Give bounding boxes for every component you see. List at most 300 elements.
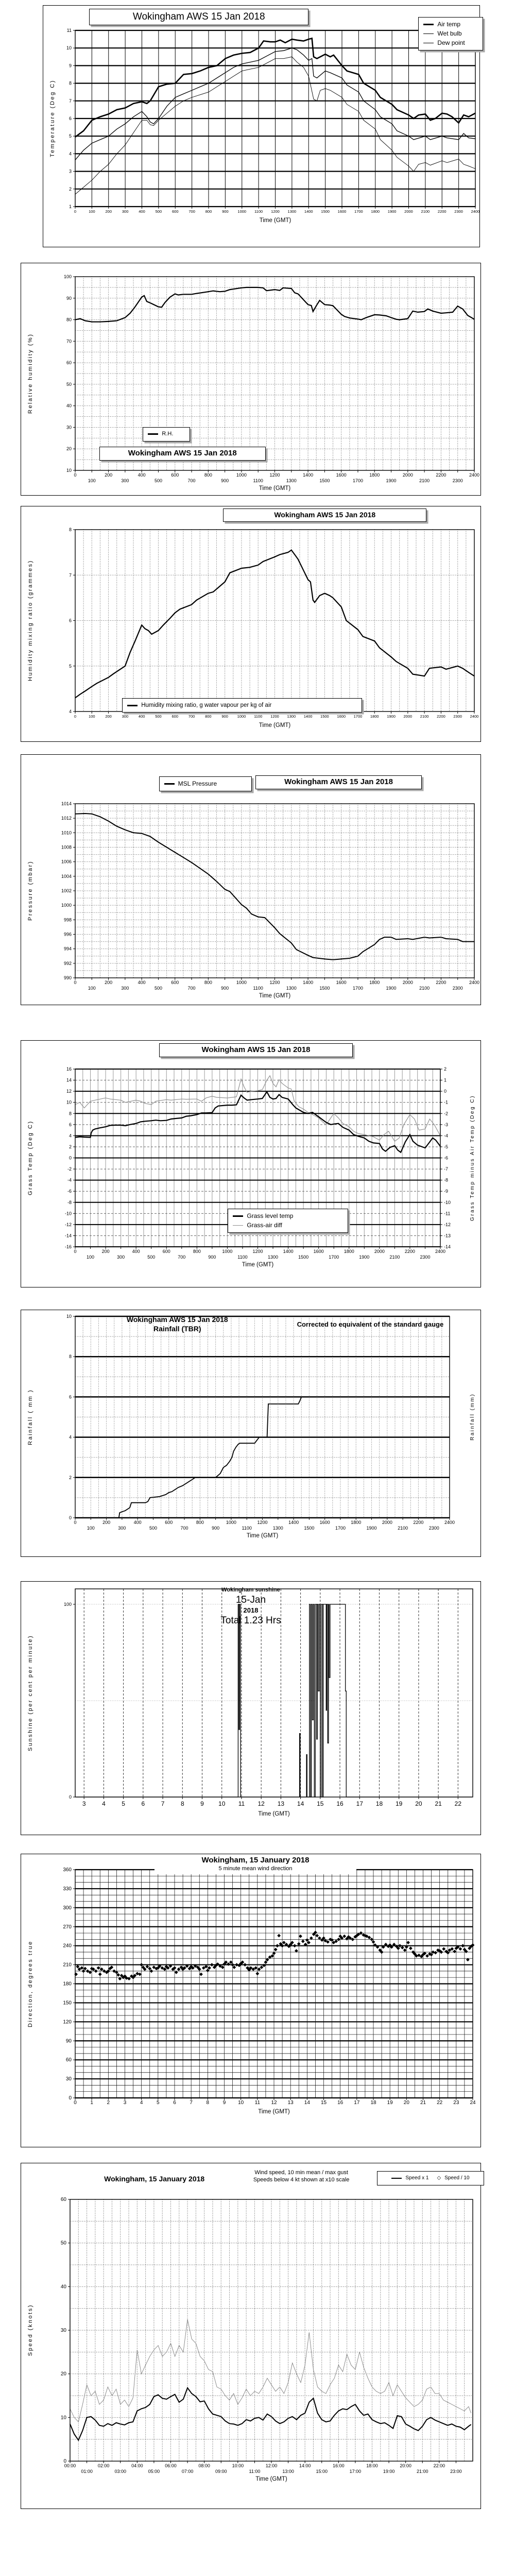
chart-air-temperature xyxy=(43,5,480,247)
svg-text:60: 60 xyxy=(66,360,72,366)
svg-text:1600: 1600 xyxy=(313,1249,324,1254)
svg-text:-6: -6 xyxy=(444,1155,449,1161)
svg-text:7: 7 xyxy=(68,98,72,104)
svg-text:3: 3 xyxy=(68,168,72,174)
text-line: Wokingham AWS 15 Jan 2018 xyxy=(128,449,237,457)
svg-text:120: 120 xyxy=(63,2019,72,2025)
svg-text:1500: 1500 xyxy=(319,478,330,483)
svg-text:10: 10 xyxy=(238,2100,244,2106)
svg-text:1400: 1400 xyxy=(304,209,313,214)
svg-text:1600: 1600 xyxy=(337,209,347,214)
msl-pressure-chart-title xyxy=(255,775,422,789)
svg-text:22: 22 xyxy=(454,1800,462,1807)
svg-text:-12: -12 xyxy=(444,1222,451,1227)
legend-item xyxy=(164,780,247,788)
wind-direction-y-axis-label: Direction, degrees true xyxy=(27,1940,33,2027)
svg-text:1600: 1600 xyxy=(336,980,347,985)
svg-text:-7: -7 xyxy=(444,1166,449,1172)
diamond-icon: ◇ xyxy=(437,2175,441,2181)
svg-text:100: 100 xyxy=(88,478,96,483)
svg-text:-14: -14 xyxy=(444,1244,451,1249)
svg-text:600: 600 xyxy=(171,714,179,719)
svg-text:7: 7 xyxy=(68,572,72,578)
svg-text:900: 900 xyxy=(221,986,229,991)
svg-text:1100: 1100 xyxy=(237,1255,248,1260)
svg-text:1200: 1200 xyxy=(270,714,279,719)
svg-text:998: 998 xyxy=(63,917,72,923)
svg-text:2100: 2100 xyxy=(398,1526,408,1531)
svg-text:1300: 1300 xyxy=(286,986,297,991)
svg-text:2100: 2100 xyxy=(420,714,429,719)
legend-label: Air temp xyxy=(437,21,461,28)
svg-text:200: 200 xyxy=(105,714,112,719)
svg-text:1500: 1500 xyxy=(304,1526,315,1531)
svg-text:1800: 1800 xyxy=(371,209,380,214)
svg-text:1300: 1300 xyxy=(287,714,296,719)
svg-text:0: 0 xyxy=(74,472,77,478)
svg-text:Time (GMT): Time (GMT) xyxy=(258,1811,290,1817)
svg-text:700: 700 xyxy=(178,1255,186,1260)
svg-text:Time (GMT): Time (GMT) xyxy=(242,1262,274,1268)
svg-text:800: 800 xyxy=(196,1520,204,1525)
legend-item xyxy=(148,431,184,438)
svg-text:1700: 1700 xyxy=(352,478,363,483)
svg-text:300: 300 xyxy=(122,209,129,214)
svg-text:6: 6 xyxy=(68,618,72,623)
svg-text:-2: -2 xyxy=(67,1166,72,1172)
svg-text:996: 996 xyxy=(63,931,72,937)
svg-text:40: 40 xyxy=(66,403,72,409)
svg-text:1600: 1600 xyxy=(319,1520,330,1525)
svg-text:1900: 1900 xyxy=(386,986,397,991)
svg-text:2200: 2200 xyxy=(436,980,447,985)
svg-text:-5: -5 xyxy=(444,1144,449,1149)
wind-speed-plot xyxy=(21,2163,480,2509)
svg-text:1200: 1200 xyxy=(269,472,280,478)
svg-text:15: 15 xyxy=(317,1800,324,1807)
svg-text:1200: 1200 xyxy=(269,980,280,985)
text-line: Rainfall (TBR) xyxy=(153,1324,201,1333)
svg-text:00:00: 00:00 xyxy=(64,2463,76,2468)
chart-rainfall xyxy=(21,1310,481,1557)
legend-label: Grass level temp xyxy=(247,1212,294,1219)
svg-text:2000: 2000 xyxy=(402,472,413,478)
svg-text:-1: -1 xyxy=(444,1099,449,1105)
svg-text:Time (GMT): Time (GMT) xyxy=(246,1533,279,1539)
text-line: 15-Jan xyxy=(235,1594,266,1605)
chart-sunshine xyxy=(21,1581,481,1835)
svg-text:4: 4 xyxy=(68,151,72,157)
svg-text:2400: 2400 xyxy=(435,1249,446,1254)
wind-speed-speed-subtitle xyxy=(228,2170,374,2184)
svg-text:1900: 1900 xyxy=(387,714,396,719)
text-line: 2018 xyxy=(243,1606,259,1614)
svg-text:500: 500 xyxy=(149,1526,157,1531)
svg-text:150: 150 xyxy=(63,2000,72,2006)
svg-text:03:00: 03:00 xyxy=(114,2469,127,2474)
svg-text:Time (GMT): Time (GMT) xyxy=(259,993,291,999)
msl-pressure-plot xyxy=(21,755,480,1005)
legend-label: Grass-air diff xyxy=(247,1222,282,1229)
svg-text:07:00: 07:00 xyxy=(181,2469,194,2474)
svg-text:Time (GMT): Time (GMT) xyxy=(259,485,291,492)
svg-text:18: 18 xyxy=(375,1800,383,1807)
svg-text:900: 900 xyxy=(208,1255,216,1260)
svg-text:19: 19 xyxy=(396,1800,403,1807)
svg-text:90: 90 xyxy=(66,295,72,301)
svg-text:70: 70 xyxy=(66,338,72,344)
svg-text:21:00: 21:00 xyxy=(416,2469,428,2474)
svg-text:18: 18 xyxy=(370,2100,376,2106)
svg-text:2400: 2400 xyxy=(444,1520,455,1525)
svg-text:1000: 1000 xyxy=(222,1249,233,1254)
svg-text:800: 800 xyxy=(205,714,212,719)
svg-text:300: 300 xyxy=(122,714,129,719)
svg-text:-11: -11 xyxy=(444,1211,451,1216)
svg-text:100: 100 xyxy=(88,986,96,991)
wind-direction-plot xyxy=(21,1854,480,2147)
svg-text:Time (GMT): Time (GMT) xyxy=(258,2109,290,2115)
svg-text:300: 300 xyxy=(117,1255,125,1260)
svg-text:9: 9 xyxy=(222,2100,226,2106)
svg-text:30: 30 xyxy=(65,2076,72,2082)
svg-text:1900: 1900 xyxy=(366,1526,377,1531)
svg-text:21: 21 xyxy=(420,2100,426,2106)
svg-text:1006: 1006 xyxy=(61,859,72,865)
svg-text:1100: 1100 xyxy=(253,986,263,991)
svg-text:330: 330 xyxy=(63,1886,72,1892)
svg-text:100: 100 xyxy=(87,1255,95,1260)
svg-text:1700: 1700 xyxy=(353,714,363,719)
text-line: Corrected to equivalent of the standard gauge xyxy=(297,1320,444,1328)
svg-text:12: 12 xyxy=(258,1800,265,1807)
svg-text:100: 100 xyxy=(63,1601,72,1607)
svg-text:1800: 1800 xyxy=(369,980,380,985)
svg-text:13: 13 xyxy=(287,2100,294,2106)
svg-text:23: 23 xyxy=(453,2100,459,2106)
svg-text:10: 10 xyxy=(66,45,72,51)
svg-text:200: 200 xyxy=(101,1249,110,1254)
svg-text:1004: 1004 xyxy=(61,873,72,879)
relative-humidity-y-axis-label: Relative humidity (%) xyxy=(27,333,33,414)
air-temperature-chart-title xyxy=(89,9,309,25)
legend-label: Wet bulb xyxy=(437,30,462,37)
svg-text:700: 700 xyxy=(187,478,196,483)
svg-text:-16: -16 xyxy=(64,1244,72,1249)
svg-text:11: 11 xyxy=(254,2100,261,2106)
svg-text:9: 9 xyxy=(200,1800,204,1807)
svg-text:5: 5 xyxy=(122,1800,125,1807)
svg-text:1800: 1800 xyxy=(351,1520,362,1525)
chart-humidity-mixing-ratio xyxy=(21,506,481,742)
legend-item xyxy=(391,2175,428,2182)
svg-text:400: 400 xyxy=(139,209,145,214)
svg-text:04:00: 04:00 xyxy=(131,2463,143,2468)
svg-text:2000: 2000 xyxy=(403,714,413,719)
svg-text:Time (GMT): Time (GMT) xyxy=(259,722,291,728)
svg-text:8: 8 xyxy=(68,527,72,532)
svg-text:5: 5 xyxy=(68,663,72,669)
svg-text:200: 200 xyxy=(105,472,113,478)
chart-grass-temperature xyxy=(21,1040,481,1287)
grass-temperature-y-axis-label: Grass Temp (Deg C) xyxy=(27,1120,33,1196)
svg-text:1600: 1600 xyxy=(337,714,346,719)
line-sample-icon xyxy=(233,1225,243,1226)
svg-text:210: 210 xyxy=(63,1962,72,1968)
legend-item xyxy=(423,21,478,28)
relative-humidity-legend xyxy=(143,427,190,442)
line-sample-icon xyxy=(127,705,138,706)
svg-text:15: 15 xyxy=(320,2100,327,2106)
chart-msl-pressure xyxy=(21,754,481,1005)
humidity-mixing-ratio-y-axis-label: Humidity mixing ratio (grammes) xyxy=(27,560,33,682)
svg-text:20: 20 xyxy=(403,2100,409,2106)
svg-text:0: 0 xyxy=(68,1155,72,1161)
air-temperature-legend xyxy=(418,17,483,50)
svg-text:400: 400 xyxy=(133,1520,142,1525)
rainfall-correction-note xyxy=(269,1320,471,1329)
svg-text:01:00: 01:00 xyxy=(81,2469,93,2474)
svg-text:-14: -14 xyxy=(64,1233,72,1239)
svg-text:06:00: 06:00 xyxy=(165,2463,177,2468)
svg-text:400: 400 xyxy=(138,714,145,719)
air-temperature-y-axis-label: Temperature (Deg C) xyxy=(49,79,56,158)
svg-text:300: 300 xyxy=(63,1905,72,1911)
svg-text:2: 2 xyxy=(107,2100,110,2106)
svg-text:1200: 1200 xyxy=(257,1520,268,1525)
svg-text:Time (GMT): Time (GMT) xyxy=(255,2476,287,2482)
svg-text:1400: 1400 xyxy=(303,980,314,985)
svg-text:1000: 1000 xyxy=(236,980,247,985)
svg-text:800: 800 xyxy=(193,1249,201,1254)
svg-text:0: 0 xyxy=(74,2100,77,2106)
svg-text:6: 6 xyxy=(141,1800,145,1807)
text-line: Speeds below 4 kt shown at x10 scale xyxy=(253,2176,350,2183)
line-sample-icon xyxy=(423,24,434,25)
svg-text:10: 10 xyxy=(66,468,72,473)
svg-text:500: 500 xyxy=(147,1255,156,1260)
svg-text:22: 22 xyxy=(437,2100,443,2106)
svg-text:19: 19 xyxy=(387,2100,393,2106)
air-temperature-plot xyxy=(43,6,479,247)
svg-text:1300: 1300 xyxy=(287,209,297,214)
svg-text:20:00: 20:00 xyxy=(400,2463,411,2468)
legend-label: R.H. xyxy=(162,431,174,437)
svg-text:2400: 2400 xyxy=(469,472,480,478)
msl-pressure-legend xyxy=(159,776,252,791)
svg-text:500: 500 xyxy=(155,714,162,719)
svg-text:2: 2 xyxy=(68,186,72,192)
svg-text:1500: 1500 xyxy=(319,986,330,991)
svg-text:80: 80 xyxy=(66,317,72,323)
svg-text:20: 20 xyxy=(415,1800,422,1807)
svg-text:200: 200 xyxy=(105,980,113,985)
grass-temperature-legend xyxy=(228,1209,348,1233)
svg-text:0: 0 xyxy=(68,1515,72,1520)
svg-text:5: 5 xyxy=(68,133,72,139)
svg-text:12: 12 xyxy=(271,2100,277,2106)
svg-text:600: 600 xyxy=(171,980,179,985)
grass-temperature-y-axis-label-right: Grass Temp minus Air Temp (Deg C) xyxy=(470,1095,475,1221)
svg-text:1: 1 xyxy=(444,1077,447,1083)
text-line: Wokingham AWS 15 Jan 2018 xyxy=(126,1315,228,1324)
svg-text:1010: 1010 xyxy=(61,830,72,836)
svg-text:1900: 1900 xyxy=(359,1255,370,1260)
svg-text:-8: -8 xyxy=(67,1199,72,1205)
svg-text:2300: 2300 xyxy=(454,209,463,214)
svg-text:994: 994 xyxy=(63,946,72,952)
svg-text:24: 24 xyxy=(470,2100,476,2106)
line-sample-icon xyxy=(148,433,158,435)
svg-text:1500: 1500 xyxy=(321,209,330,214)
svg-text:02:00: 02:00 xyxy=(97,2463,110,2468)
svg-text:4: 4 xyxy=(140,2100,143,2106)
svg-text:1008: 1008 xyxy=(61,844,72,850)
svg-text:60: 60 xyxy=(60,2197,66,2202)
svg-text:300: 300 xyxy=(118,1526,126,1531)
rainfall-y-axis-label-right: Rainfall (mm) xyxy=(470,1393,475,1441)
svg-text:6: 6 xyxy=(68,1122,72,1127)
svg-text:11: 11 xyxy=(66,28,72,33)
svg-text:2: 2 xyxy=(68,1475,72,1480)
svg-text:16: 16 xyxy=(337,2100,344,2106)
svg-text:800: 800 xyxy=(204,472,212,478)
svg-text:05:00: 05:00 xyxy=(148,2469,160,2474)
svg-text:10:00: 10:00 xyxy=(232,2463,244,2468)
svg-text:1800: 1800 xyxy=(370,714,379,719)
svg-text:700: 700 xyxy=(188,714,195,719)
svg-text:180: 180 xyxy=(63,1981,72,1987)
svg-text:0: 0 xyxy=(63,2459,66,2464)
text-line: Wokingham AWS 15 Jan 2018 xyxy=(132,11,265,22)
svg-text:30: 30 xyxy=(60,2328,66,2333)
svg-text:1000: 1000 xyxy=(237,714,246,719)
svg-text:360: 360 xyxy=(63,1867,72,1873)
relative-humidity-chart-title xyxy=(99,447,266,461)
svg-text:1900: 1900 xyxy=(387,209,397,214)
humidity-mixing-ratio-chart-title xyxy=(223,509,426,522)
rainfall-chart-title xyxy=(90,1315,265,1333)
humidity-mixing-ratio-legend xyxy=(122,698,362,713)
wind-speed-chart-title xyxy=(81,2175,228,2184)
svg-text:600: 600 xyxy=(171,472,179,478)
svg-text:1014: 1014 xyxy=(61,801,72,806)
text-line: Total 1.23 Hrs xyxy=(220,1615,281,1626)
svg-text:16:00: 16:00 xyxy=(333,2463,345,2468)
svg-text:600: 600 xyxy=(171,209,179,214)
svg-text:0: 0 xyxy=(74,714,77,719)
svg-text:-12: -12 xyxy=(64,1222,72,1227)
svg-text:50: 50 xyxy=(60,2240,66,2246)
svg-text:100: 100 xyxy=(87,1526,95,1531)
svg-text:1012: 1012 xyxy=(61,816,72,821)
svg-text:12:00: 12:00 xyxy=(265,2463,278,2468)
svg-text:0: 0 xyxy=(68,2095,72,2101)
line-sample-icon xyxy=(423,33,434,34)
svg-text:14:00: 14:00 xyxy=(299,2463,311,2468)
svg-text:100: 100 xyxy=(89,714,95,719)
svg-text:-4: -4 xyxy=(67,1177,72,1183)
svg-text:7: 7 xyxy=(161,1800,165,1807)
svg-text:6: 6 xyxy=(68,116,72,121)
svg-text:4: 4 xyxy=(68,1133,72,1139)
svg-text:90: 90 xyxy=(65,2038,72,2044)
svg-text:-2: -2 xyxy=(444,1111,449,1116)
svg-text:19:00: 19:00 xyxy=(383,2469,395,2474)
svg-text:270: 270 xyxy=(63,1924,72,1930)
svg-text:1400: 1400 xyxy=(303,714,313,719)
svg-text:2300: 2300 xyxy=(420,1255,431,1260)
svg-text:500: 500 xyxy=(154,986,162,991)
legend-label: Speed / 10 xyxy=(444,2175,470,2181)
svg-text:-10: -10 xyxy=(64,1211,72,1216)
legend-item xyxy=(233,1212,343,1220)
svg-text:12: 12 xyxy=(66,1089,72,1094)
svg-text:1002: 1002 xyxy=(61,888,72,893)
legend-item xyxy=(423,30,478,38)
svg-text:900: 900 xyxy=(222,209,229,214)
svg-text:1400: 1400 xyxy=(283,1249,294,1254)
svg-text:15:00: 15:00 xyxy=(316,2469,328,2474)
svg-text:2200: 2200 xyxy=(413,1520,424,1525)
chart-wind-direction xyxy=(21,1854,481,2147)
svg-text:2200: 2200 xyxy=(436,472,447,478)
svg-text:400: 400 xyxy=(132,1249,140,1254)
svg-text:-10: -10 xyxy=(444,1199,451,1205)
svg-text:1600: 1600 xyxy=(336,472,347,478)
svg-text:2100: 2100 xyxy=(419,986,430,991)
svg-text:2: 2 xyxy=(68,1144,72,1149)
svg-text:-4: -4 xyxy=(444,1133,449,1139)
svg-text:14: 14 xyxy=(304,2100,310,2106)
svg-text:1400: 1400 xyxy=(288,1520,299,1525)
svg-text:2: 2 xyxy=(444,1066,447,1072)
svg-text:3: 3 xyxy=(123,2100,127,2106)
svg-text:8: 8 xyxy=(68,80,72,86)
svg-text:600: 600 xyxy=(162,1249,170,1254)
svg-text:600: 600 xyxy=(165,1520,173,1525)
svg-text:700: 700 xyxy=(180,1526,188,1531)
svg-text:1: 1 xyxy=(90,2100,93,2106)
svg-text:18:00: 18:00 xyxy=(366,2463,378,2468)
svg-text:30: 30 xyxy=(66,425,72,430)
text-line: Wokingham, 15 January 2018 xyxy=(201,1856,310,1865)
svg-text:1100: 1100 xyxy=(254,714,263,719)
svg-text:60: 60 xyxy=(65,2057,72,2063)
svg-text:1: 1 xyxy=(68,204,72,209)
svg-text:9: 9 xyxy=(68,63,72,69)
svg-text:500: 500 xyxy=(154,478,162,483)
svg-text:1300: 1300 xyxy=(268,1255,279,1260)
svg-text:6: 6 xyxy=(173,2100,176,2106)
svg-text:10: 10 xyxy=(66,1314,72,1319)
svg-text:992: 992 xyxy=(63,960,72,966)
svg-text:2000: 2000 xyxy=(374,1249,385,1254)
chart-wind-speed xyxy=(21,2163,481,2509)
svg-text:900: 900 xyxy=(212,1526,220,1531)
svg-text:6: 6 xyxy=(68,1394,72,1400)
svg-text:14: 14 xyxy=(66,1077,72,1083)
svg-text:10: 10 xyxy=(60,2415,66,2421)
svg-text:2200: 2200 xyxy=(437,209,447,214)
svg-text:13:00: 13:00 xyxy=(282,2469,294,2474)
text-line: Wind speed, 10 min mean / max gust xyxy=(254,2170,348,2176)
svg-text:1100: 1100 xyxy=(242,1526,252,1531)
svg-text:1900: 1900 xyxy=(386,478,397,483)
line-sample-icon xyxy=(233,1215,243,1217)
svg-text:17: 17 xyxy=(354,2100,360,2106)
svg-text:2300: 2300 xyxy=(453,714,462,719)
